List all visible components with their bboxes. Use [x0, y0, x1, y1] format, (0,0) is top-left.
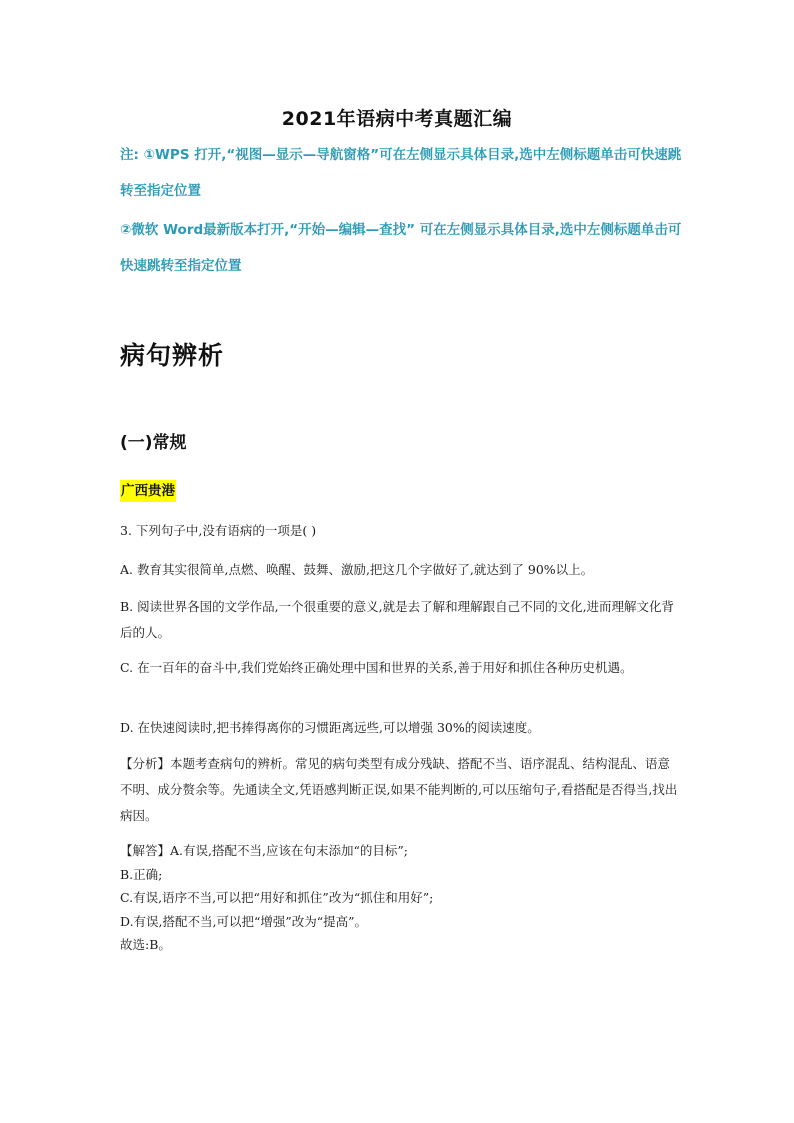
document-title: 2021年语病中考真题汇编 — [281, 108, 513, 130]
answer-line: B.正确; — [120, 866, 163, 882]
answer-block — [120, 839, 680, 957]
navigation-note-wps: 注: ①WPS 打开,“视图—显示—导航窗格”可在左侧显示具体目录,选中左侧标题单击可快速跳转至指定位置 — [120, 147, 682, 199]
question-stem: 3. 下列句子中,没有语病的一项是( ) — [120, 523, 317, 538]
navigation-note-word: ②微软 Word最新版本打开,“开始—编辑—查找” 可在左侧显示具体目录,选中左侧标题单击可快速跳转至指定位置 — [120, 222, 682, 274]
section-heading: 病句辨析 — [120, 341, 225, 370]
answer-line: C.有误,语序不当,可以把“用好和抓住”改为“抓住和用好”; — [120, 890, 434, 905]
option-b: B. 阅读世界各国的文学作品,一个很重要的意义,就是去了解和理解跟自己不同的文化,进而理解文化背后的人。 — [120, 599, 675, 640]
option-c: C. 在一百年的奋斗中,我们党始终正确处理中国和世界的关系,善于用好和抓住各种历史机遇。 — [120, 660, 633, 675]
analysis-paragraph: 【分析】本题考查病句的辨析。常见的病句类型有成分残缺、搭配不当、语序混乱、结构混乱、语意不明、成分赘余等。先通读全文,凭语感判断正误,如果不能判断的,可以压缩句子,看搭配是否得当,找出病因。 — [120, 756, 678, 823]
subsection-heading: (一)常规 — [120, 433, 187, 453]
answer-line: D.有误,搭配不当,可以把“增强”改为“提高”。 — [120, 913, 368, 929]
region-label-highlighted: 广西贵港 — [120, 480, 176, 502]
option-d: D. 在快速阅读时,把书捧得离你的习惯距离远些,可以增强 30%的阅读速度。 — [120, 720, 540, 735]
option-a: A. 教育其实很简单,点燃、唤醒、鼓舞、激励,把这几个字做好了,就达到了 90%以上。 — [120, 562, 594, 577]
answer-line: 【解答】A.有误,搭配不当,应该在句末添加“的目标”; — [120, 843, 408, 858]
answer-line: 故选:B。 — [120, 937, 171, 952]
